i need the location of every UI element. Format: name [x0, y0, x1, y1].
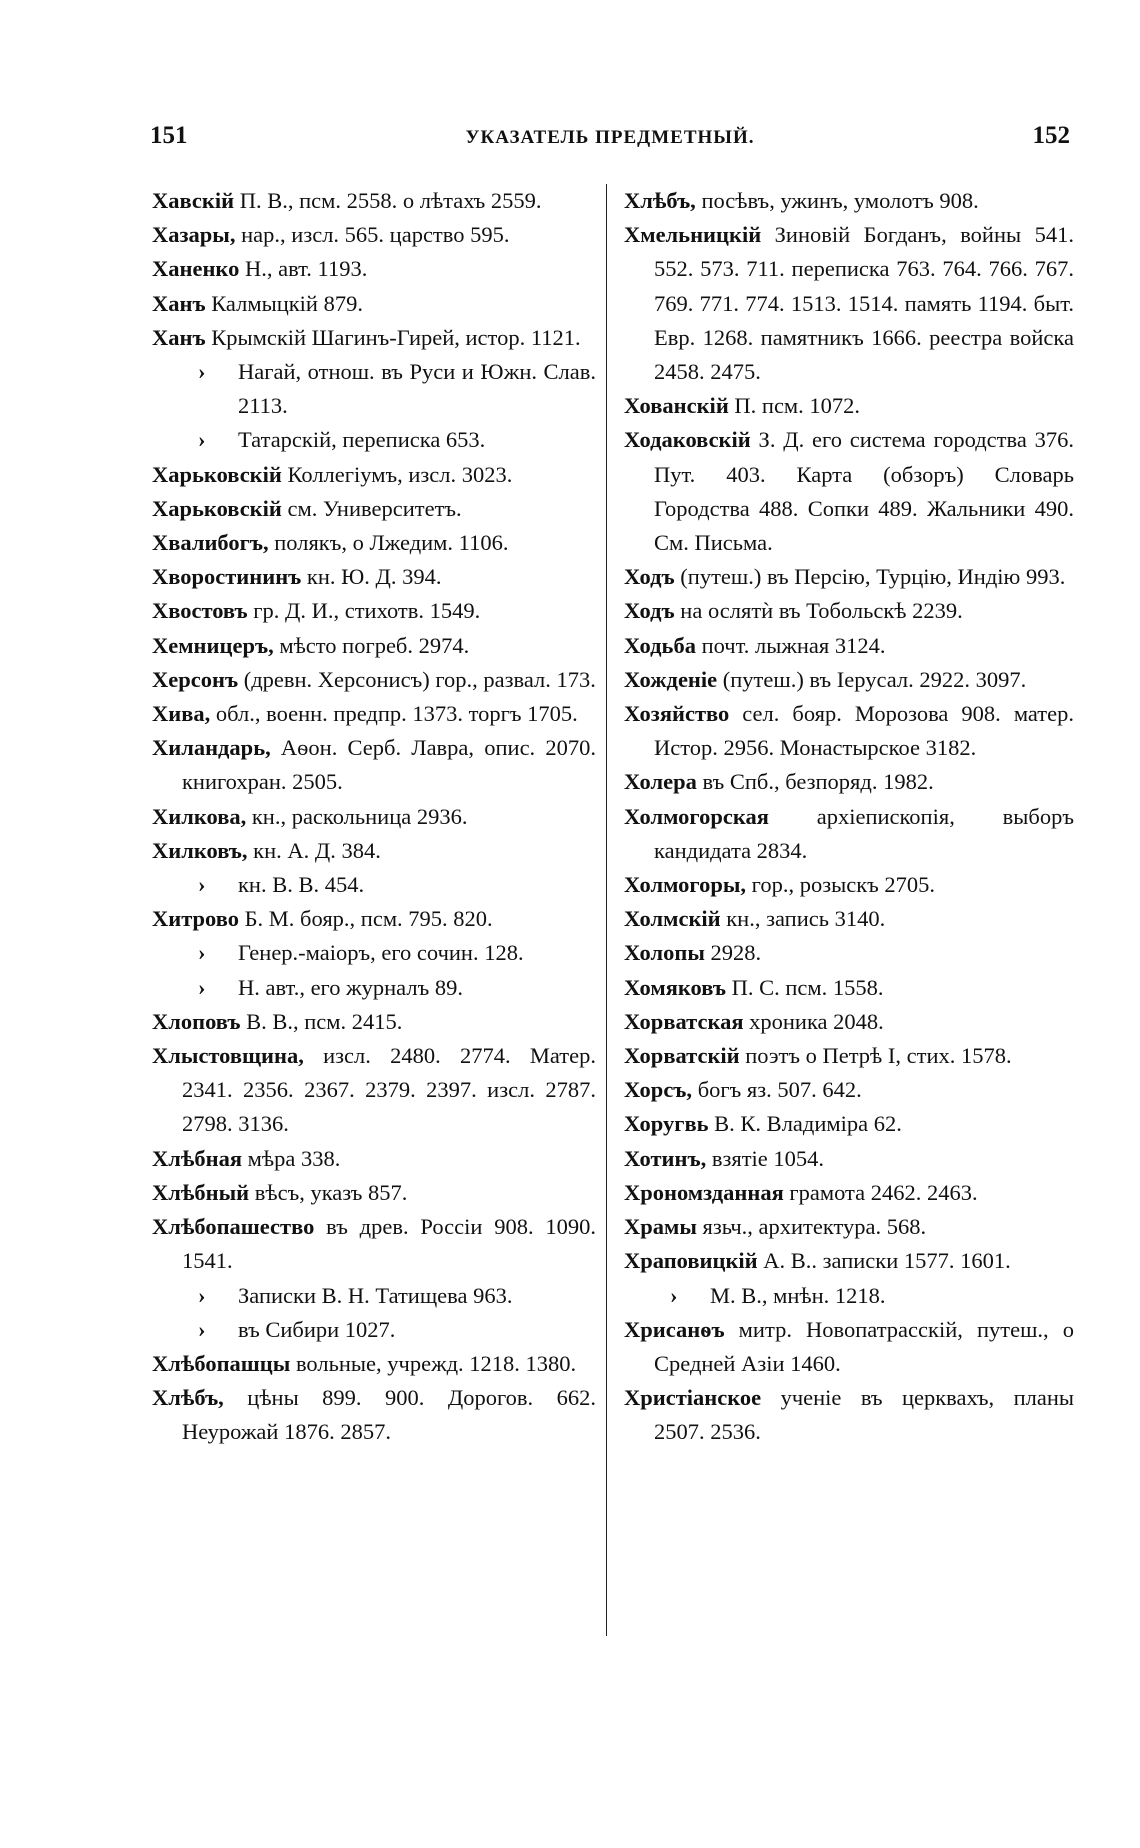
entry-headword: Ханъ — [152, 290, 206, 316]
sub-entry-marker: › — [198, 1282, 206, 1308]
entry-headword: Храповицкій — [624, 1248, 758, 1274]
entry-text: хроника 2048. — [743, 1008, 884, 1034]
entry-text: цѣны 899. 900. Дорогов. 662. Неурожай 1876. 2857. — [182, 1385, 596, 1445]
index-entry — [624, 1176, 1074, 1210]
entry-text: З. Д. его система городства 376. Пут. 403. Карта (обзоръ) Словарь Городства 488. Сопки 489. Жальники 490. См. Письма. — [654, 427, 1074, 556]
entry-headword: Хлѣбный — [152, 1179, 250, 1205]
entry-headword: Хлоповъ — [152, 1008, 241, 1034]
entry-headword: Храмы — [624, 1214, 697, 1240]
entry-text: Б. М. бояр., псм. 795. 820. — [239, 906, 493, 932]
entry-text: язьч., архитектура. 568. — [696, 1214, 927, 1240]
entry-headword: Хива, — [152, 701, 211, 727]
entry-headword: Хованскій — [624, 393, 729, 419]
right-page-number: 152 — [1032, 122, 1070, 149]
index-entry — [152, 1381, 596, 1449]
entry-text: кн., раскольница 2936. — [246, 803, 468, 829]
entry-text: въ Спб., безпоряд. 1982. — [696, 769, 934, 795]
entry-headword: Хожденіе — [624, 666, 718, 692]
entry-headword: Хомяковъ — [624, 974, 726, 1000]
entry-text: кн. Ю. Д. 394. — [301, 564, 442, 590]
entry-text: Зиновій Богданъ, войны 541. 552. 573. 711. переписка 763. 764. 766. 767. 769. 771. 774. 1513. 1514. память 1194. быт. Евр. 1268. памятникъ 1666. реестра войска 2458. 2475. — [654, 222, 1074, 385]
index-entry — [624, 423, 1074, 560]
index-entry — [152, 800, 596, 834]
index-entry — [624, 800, 1074, 868]
index-entry — [624, 218, 1074, 389]
entry-text: на ослятѝ въ Тобольскѣ 2239. — [674, 598, 963, 624]
right-index-column — [624, 184, 1074, 1450]
index-entry — [624, 389, 1074, 423]
entry-headword: Ханенко — [152, 256, 240, 282]
entry-headword: Хитрово — [152, 906, 239, 932]
sub-entry-marker: › — [198, 1316, 206, 1342]
entry-text: (путеш.) въ Персію, Турцію, Индію 993. — [674, 564, 1066, 590]
entry-text: поэтъ о Петрѣ I, стих. 1578. — [739, 1043, 1012, 1069]
entry-text: Н. авт., его журналъ 89. — [238, 974, 463, 1000]
index-entry — [152, 184, 596, 218]
entry-text: Татарскій, переписка 653. — [238, 427, 486, 453]
index-entry — [152, 492, 596, 526]
sub-entry-marker: › — [198, 427, 206, 453]
index-entry — [624, 184, 1074, 218]
entry-headword: Хорватская — [624, 1008, 744, 1034]
index-entry — [152, 834, 596, 868]
entry-text: Записки В. Н. Татищева 963. — [238, 1282, 513, 1308]
index-entry — [624, 663, 1074, 697]
entry-text: (древн. Херсонисъ) гор., развал. 173. — [238, 666, 596, 692]
index-entry — [624, 1107, 1074, 1141]
entry-text: В. В., псм. 2415. — [240, 1008, 403, 1034]
entry-headword: Хавскій — [152, 188, 235, 213]
entry-headword: Холмогорская — [624, 803, 769, 829]
entry-headword: Хмельницкій — [624, 222, 762, 248]
entry-text: гор., розыскъ 2705. — [746, 872, 936, 898]
index-entry — [624, 1313, 1074, 1381]
entry-headword: Хворостининъ — [152, 564, 302, 590]
entry-text: 2928. — [704, 940, 762, 966]
index-entry — [152, 594, 596, 628]
index-entry — [624, 1381, 1074, 1449]
index-entry — [152, 252, 596, 286]
entry-headword: Хилкова, — [152, 803, 247, 829]
entry-headword: Хрономзданная — [624, 1179, 784, 1205]
entry-text: М. В., мнѣн. 1218. — [710, 1282, 886, 1308]
entry-text: полякъ, о Лжедим. 1106. — [268, 530, 509, 556]
entry-headword: Хозяйство — [624, 701, 730, 727]
index-entry — [152, 1279, 596, 1313]
entry-text: мѣра 338. — [242, 1145, 341, 1171]
entry-text: кн. А. Д. 384. — [247, 837, 381, 863]
index-entry — [152, 218, 596, 252]
index-entry — [624, 594, 1074, 628]
entry-headword: Хвалибогъ, — [152, 530, 269, 556]
index-entry — [152, 731, 596, 799]
entry-headword: Хилковъ, — [152, 837, 248, 863]
entry-text: обл., военн. предпр. 1373. торгъ 1705. — [210, 701, 578, 727]
entry-headword: Хлѣбопашцы — [152, 1350, 291, 1376]
index-entry — [624, 1210, 1074, 1244]
index-entry — [152, 560, 596, 594]
entry-text: въ древ. Россіи 908. 1090. 1541. — [182, 1214, 596, 1274]
entry-headword: Херсонъ — [152, 666, 239, 692]
entry-headword: Хвостовъ — [152, 598, 248, 624]
index-entry — [624, 765, 1074, 799]
entry-text: Коллегіумъ, изсл. 3023. — [281, 461, 513, 487]
index-entry — [624, 1005, 1074, 1039]
index-entry — [152, 458, 596, 492]
entry-headword: Хлѣбъ, — [624, 188, 696, 213]
entry-text: П. псм. 1072. — [728, 393, 861, 419]
entry-headword: Хрисанѳъ — [624, 1316, 725, 1342]
index-entry — [152, 868, 596, 902]
entry-headword: Хотинъ, — [624, 1145, 707, 1171]
index-entry — [624, 629, 1074, 663]
column-divider — [606, 184, 607, 1636]
entry-text: архіепископія, выборъ кандидата 2834. — [654, 803, 1074, 863]
entry-text: въ Сибири 1027. — [238, 1316, 396, 1342]
entry-headword: Хлѣбная — [152, 1145, 243, 1171]
index-entry — [624, 936, 1074, 970]
entry-text: см. Университетъ. — [281, 495, 462, 521]
entry-text: В. К. Владиміра 62. — [708, 1111, 902, 1137]
sub-entry-marker: › — [198, 940, 206, 966]
entry-text: Аѳон. Серб. Лавра, опис. 2070. книгохран. 2505. — [182, 735, 596, 795]
entry-headword: Ходаковскій — [624, 427, 751, 453]
entry-text: нар., изсл. 565. царство 595. — [235, 222, 510, 248]
entry-headword: Ханъ — [152, 324, 206, 350]
index-entry — [624, 1279, 1074, 1313]
sub-entry-marker: › — [198, 359, 206, 385]
entry-text: изсл. 2480. 2774. Матер. 2341. 2356. 2367. 2379. 2397. изсл. 2787. 2798. 3136. — [182, 1043, 596, 1137]
left-index-column — [152, 184, 596, 1450]
index-entry — [152, 1210, 596, 1278]
index-entry — [152, 936, 596, 970]
index-entry — [624, 1244, 1074, 1278]
entry-text: вольные, учрежд. 1218. 1380. — [290, 1350, 577, 1376]
entry-headword: Харьковскій — [152, 495, 282, 521]
entry-headword: Холера — [624, 769, 697, 795]
entry-headword: Холмогоры, — [624, 872, 747, 898]
entry-headword: Хлѣбопашество — [152, 1214, 315, 1240]
entry-headword: Хиландарь, — [152, 735, 271, 761]
entry-headword: Холопы — [624, 940, 705, 966]
entry-headword: Харьковскій — [152, 461, 282, 487]
sub-entry-marker: › — [198, 974, 206, 1000]
entry-headword: Хоругвь — [624, 1111, 709, 1137]
index-entry — [624, 1039, 1074, 1073]
entry-text: Крымскій Шагинъ-Гирей, истор. 1121. — [205, 324, 581, 350]
index-entry — [152, 1313, 596, 1347]
index-entry — [152, 971, 596, 1005]
entry-headword: Холмскій — [624, 906, 721, 932]
entry-headword: Ходъ — [624, 564, 675, 590]
page-header — [150, 122, 1070, 156]
sub-entry-marker: › — [198, 872, 206, 898]
entry-text: гр. Д. И., стихотв. 1549. — [247, 598, 481, 624]
entry-text: посѣвъ, ужинъ, умолотъ 908. — [695, 188, 979, 213]
entry-text: кн. В. В. 454. — [238, 872, 365, 898]
entry-headword: Ходъ — [624, 598, 675, 624]
index-entry — [152, 1347, 596, 1381]
index-entry — [624, 902, 1074, 936]
entry-text: богъ яз. 507. 642. — [692, 1077, 862, 1103]
index-entry — [152, 1176, 596, 1210]
index-entry — [152, 423, 596, 457]
index-entry — [152, 321, 596, 355]
entry-text: почт. лыжная 3124. — [695, 632, 886, 658]
entry-text: Нагай, отнош. въ Руси и Южн. Слав. 2113. — [238, 359, 596, 419]
entry-text: грамота 2462. 2463. — [783, 1179, 978, 1205]
entry-headword: Христіанское — [624, 1385, 762, 1411]
entry-text: ученіе въ церквахъ, планы 2507. 2536. — [654, 1385, 1074, 1445]
entry-headword: Хемницеръ, — [152, 632, 274, 658]
entry-text: митр. Новопатрасскій, путеш., о Средней Азіи 1460. — [654, 1316, 1074, 1376]
entry-text: П. В., псм. 2558. о лѣтахъ 2559. — [234, 188, 542, 213]
index-entry — [624, 1073, 1074, 1107]
index-entry — [624, 971, 1074, 1005]
index-entry — [152, 355, 596, 423]
entry-text: Калмыцкій 879. — [205, 290, 363, 316]
entry-text: взятіе 1054. — [706, 1145, 825, 1171]
index-entry — [152, 902, 596, 936]
entry-text: сел. бояр. Морозова 908. матер. Истор. 2956. Монастырское 3182. — [654, 701, 1074, 761]
entry-text: мѣсто погреб. 2974. — [273, 632, 470, 658]
index-entry — [152, 526, 596, 560]
entry-headword: Ходьба — [624, 632, 696, 658]
index-entry — [152, 1005, 596, 1039]
entry-text: П. С. псм. 1558. — [725, 974, 884, 1000]
index-entry — [624, 1142, 1074, 1176]
entry-headword: Хлѣбъ, — [152, 1385, 224, 1411]
entry-text: А. В.. записки 1577. 1601. — [757, 1248, 1011, 1274]
index-entry — [152, 629, 596, 663]
sub-entry-marker: › — [670, 1282, 678, 1308]
index-entry — [624, 560, 1074, 594]
index-entry — [152, 287, 596, 321]
entry-headword: Хорватскій — [624, 1043, 740, 1069]
page-title: УКАЗАТЕЛЬ ПРЕДМЕТНЫЙ. — [465, 127, 755, 148]
entry-text: Н., авт. 1193. — [239, 256, 368, 282]
entry-text: вѣсъ, указъ 857. — [249, 1179, 408, 1205]
index-entry — [624, 868, 1074, 902]
entry-headword: Хорсъ, — [624, 1077, 693, 1103]
index-entry — [152, 697, 596, 731]
index-entry — [152, 1039, 596, 1142]
index-entry — [624, 697, 1074, 765]
index-entry — [152, 1142, 596, 1176]
entry-headword: Хазары, — [152, 222, 236, 248]
entry-headword: Хлыстовщина, — [152, 1043, 304, 1069]
index-entry — [152, 663, 596, 697]
entry-text: Генер.-маіоръ, его сочин. 128. — [238, 940, 524, 966]
entry-text: кн., запись 3140. — [720, 906, 886, 932]
entry-text: (путеш.) въ Іерусал. 2922. 3097. — [717, 666, 1027, 692]
left-page-number: 151 — [150, 122, 188, 149]
